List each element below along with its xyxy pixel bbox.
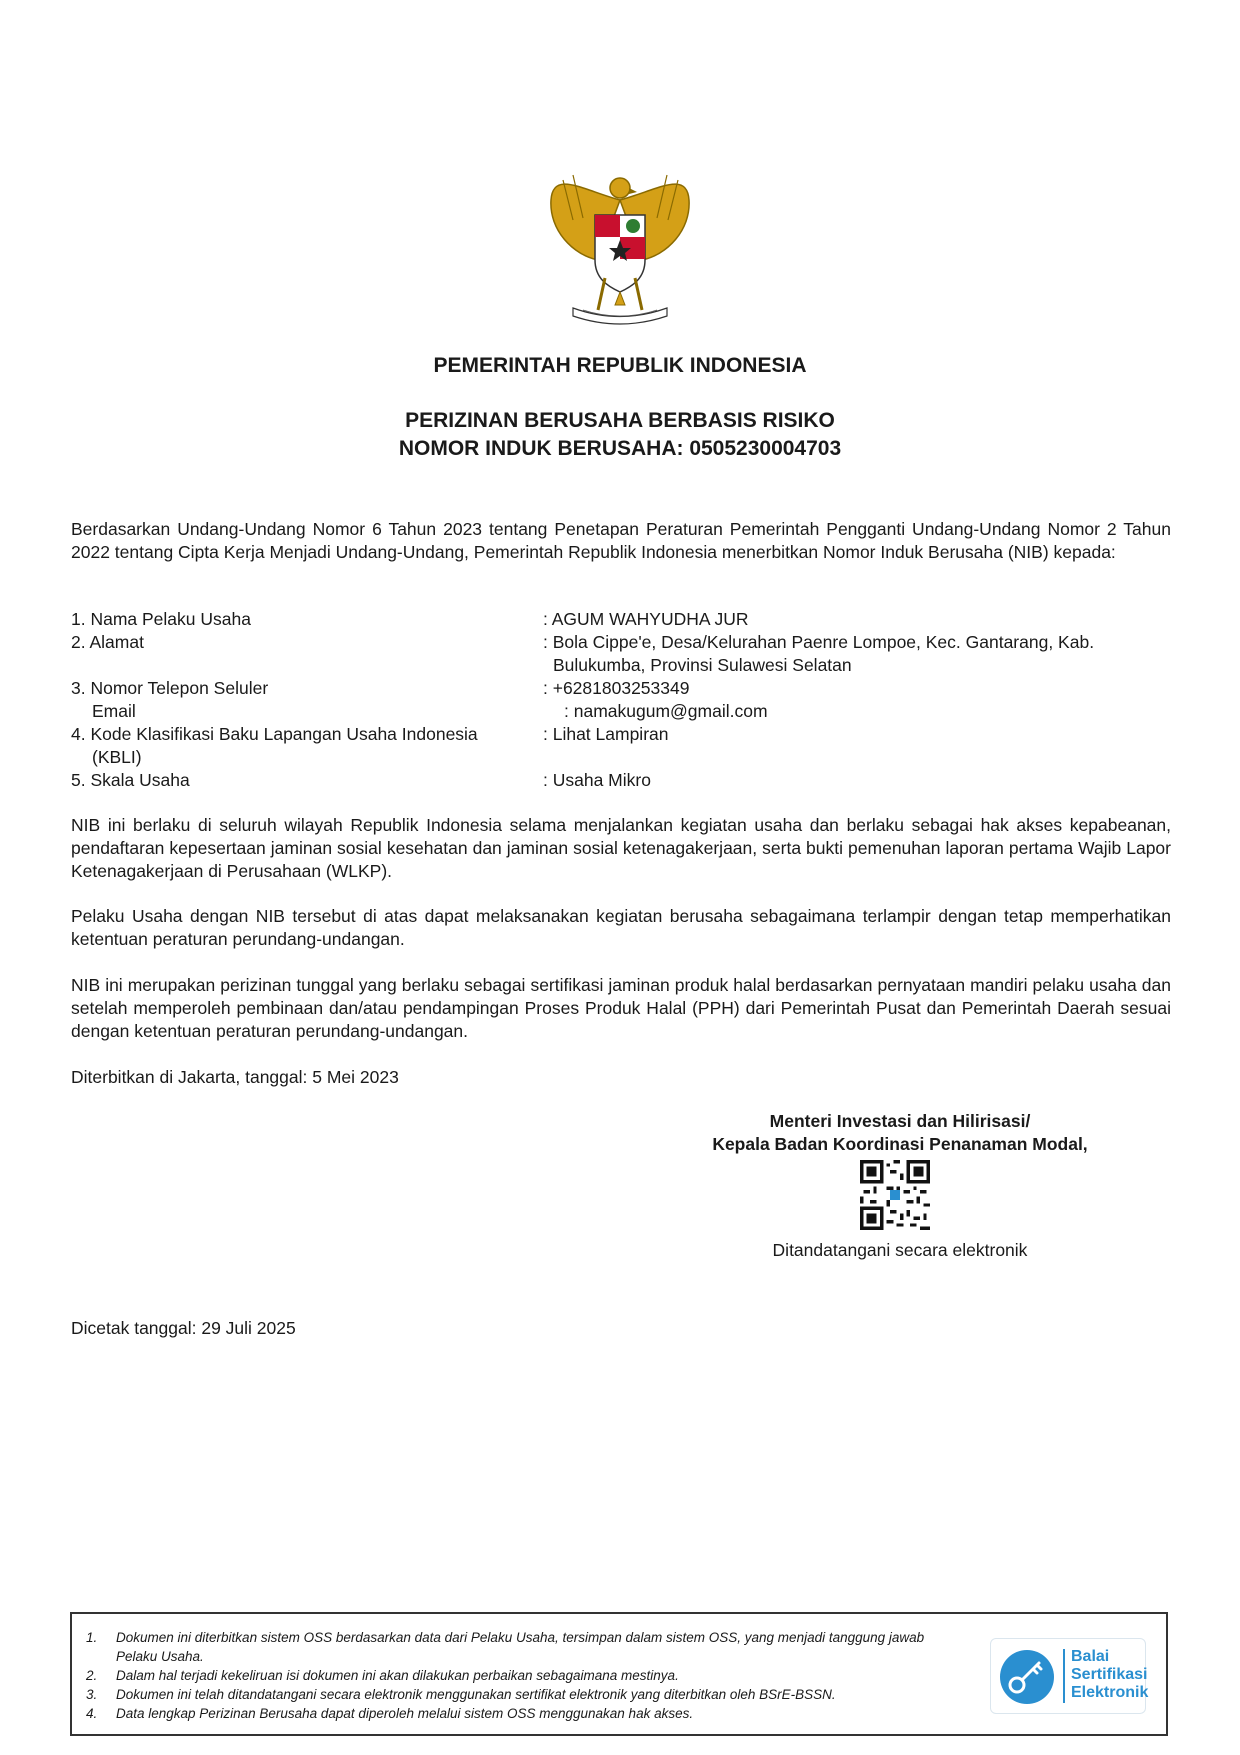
validity-paragraph: NIB ini berlaku di seluruh wilayah Republik Indonesia selama menjalankan kegiatan usaha dan berlaku sebagai hak akses kepabeanan, pendaftaran kepesertaan jaminan sosial kesehatan dan jaminan sosial ketenagakerjaan, serta bukti pemenuhan laporan pertama Wajib Lapor Ketenagakerjaan di Perusahaan (WLKP). (71, 815, 1171, 881)
note-text: Data lengkap Perizinan Berusaha dapat diperoleh melalui sistem OSS menggunakan hak akses. (116, 1706, 694, 1721)
signatory-line-2: Kepala Badan Koordinasi Penanaman Modal, (712, 1134, 1088, 1154)
field-label: 1. Nama Pelaku Usaha (71, 609, 251, 629)
bsre-key-icon (997, 1647, 1057, 1707)
field-row-email (71, 700, 1171, 723)
footer-note (86, 1666, 986, 1685)
document-title: PERIZINAN BERUSAHA BERBASIS RISIKO (405, 409, 835, 432)
field-value: : AGUM WAHYUDHA JUR (543, 609, 749, 629)
garuda-emblem-icon (543, 160, 697, 330)
note-text: Dokumen ini diterbitkan sistem OSS berdasarkan data dari Pelaku Usaha, tersimpan dalam sistem OSS, yang menjadi tanggung jawab (116, 1630, 925, 1645)
field-row-scale (71, 769, 1171, 792)
note-number: 3. (86, 1687, 98, 1702)
intro-paragraph: Berdasarkan Undang-Undang Nomor 6 Tahun 2023 tentang Penetapan Peraturan Pemerintah Pengganti Undang-Undang Nomor 2 Tahun 2022 tentang Cipta Kerja Menjadi Undang-Undang, Pemerintah Republik Indonesia menerbitkan Nomor Induk Berusaha (NIB) kepada: (71, 519, 1171, 562)
printed-date: Dicetak tanggal: 29 Juli 2025 (71, 1318, 296, 1338)
field-value: : +6281803253349 (543, 678, 690, 698)
note-text: Dokumen ini telah ditandatangani secara elektronik menggunakan sertifikat elektronik yang diterbitkan oleh BSrE-BSSN. (116, 1687, 836, 1702)
bsre-divider (1063, 1649, 1065, 1703)
note-text-cont: Pelaku Usaha. (116, 1649, 204, 1664)
signatory-line-1: Menteri Investasi dan Hilirisasi/ (769, 1111, 1031, 1131)
nib-number: NOMOR INDUK BERUSAHA: 0505230004703 (398, 437, 842, 460)
field-value: : Usaha Mikro (543, 770, 651, 790)
field-label: 2. Alamat (71, 632, 144, 652)
bsre-wordmark (1071, 1648, 1148, 1702)
bsre-line-3: Elektronik (1071, 1684, 1149, 1701)
note-number: 1. (86, 1630, 98, 1645)
field-value: : namakugum@gmail.com (564, 701, 768, 721)
field-value-cont: Bulukumba, Provinsi Sulawesi Selatan (553, 655, 852, 675)
footer-note (86, 1704, 986, 1723)
document-government: PEMERINTAH REPUBLIK INDONESIA (433, 354, 807, 377)
field-row-address (71, 631, 1171, 677)
activity-paragraph: Pelaku Usaha dengan NIB tersebut di atas dapat melaksanakan kegiatan berusaha sebagaimana terlampir dengan tetap memperhatikan ketentuan peraturan perundang-undangan. (71, 906, 1171, 949)
bsre-line-1: Balai (1071, 1648, 1110, 1665)
field-value: : Lihat Lampiran (543, 724, 669, 744)
bsre-line-2: Sertifikasi (1071, 1666, 1148, 1683)
note-text: Dalam hal terjadi kekeliruan isi dokumen ini akan dilakukan perbaikan sebagaimana mestinya. (116, 1668, 679, 1683)
bsre-logo (990, 1638, 1149, 1714)
field-label: 4. Kode Klasifikasi Baku Lapangan Usaha Indonesia (71, 724, 478, 744)
footer-note (86, 1685, 986, 1704)
footer-notes (86, 1628, 986, 1723)
e-signature-note: Ditandatangani secara elektronik (772, 1240, 1028, 1260)
halal-paragraph: NIB ini merupakan perizinan tunggal yang berlaku sebagai sertifikasi jaminan produk halal berdasarkan pernyataan mandiri pelaku usaha dan setelah memperoleh pembinaan dan/atau pendampingan Proses Produk Halal (PPH) dari Pemerintah Pusat dan Pemerintah Daerah sesuai dengan ketentuan peraturan perundang-undangan. (71, 975, 1171, 1041)
note-number: 4. (86, 1706, 98, 1721)
issued-date: Diterbitkan di Jakarta, tanggal: 5 Mei 2023 (71, 1067, 399, 1087)
footer-note (86, 1628, 986, 1666)
field-label: Email (92, 701, 136, 721)
field-value: : Bola Cippe'e, Desa/Kelurahan Paenre Lompoe, Kec. Gantarang, Kab. (543, 632, 1095, 652)
field-label: 3. Nomor Telepon Seluler (71, 678, 269, 698)
field-row-phone (71, 677, 1171, 700)
note-number: 2. (86, 1668, 98, 1683)
footer-notes-box (70, 1612, 1168, 1736)
field-row-kbli (71, 723, 1171, 769)
field-label-cont: (KBLI) (92, 747, 142, 767)
signatory-title (690, 1110, 1110, 1156)
field-label: 5. Skala Usaha (71, 770, 190, 790)
field-row-name (71, 608, 1171, 631)
qr-code-icon (860, 1160, 930, 1230)
business-fields (71, 608, 1171, 792)
